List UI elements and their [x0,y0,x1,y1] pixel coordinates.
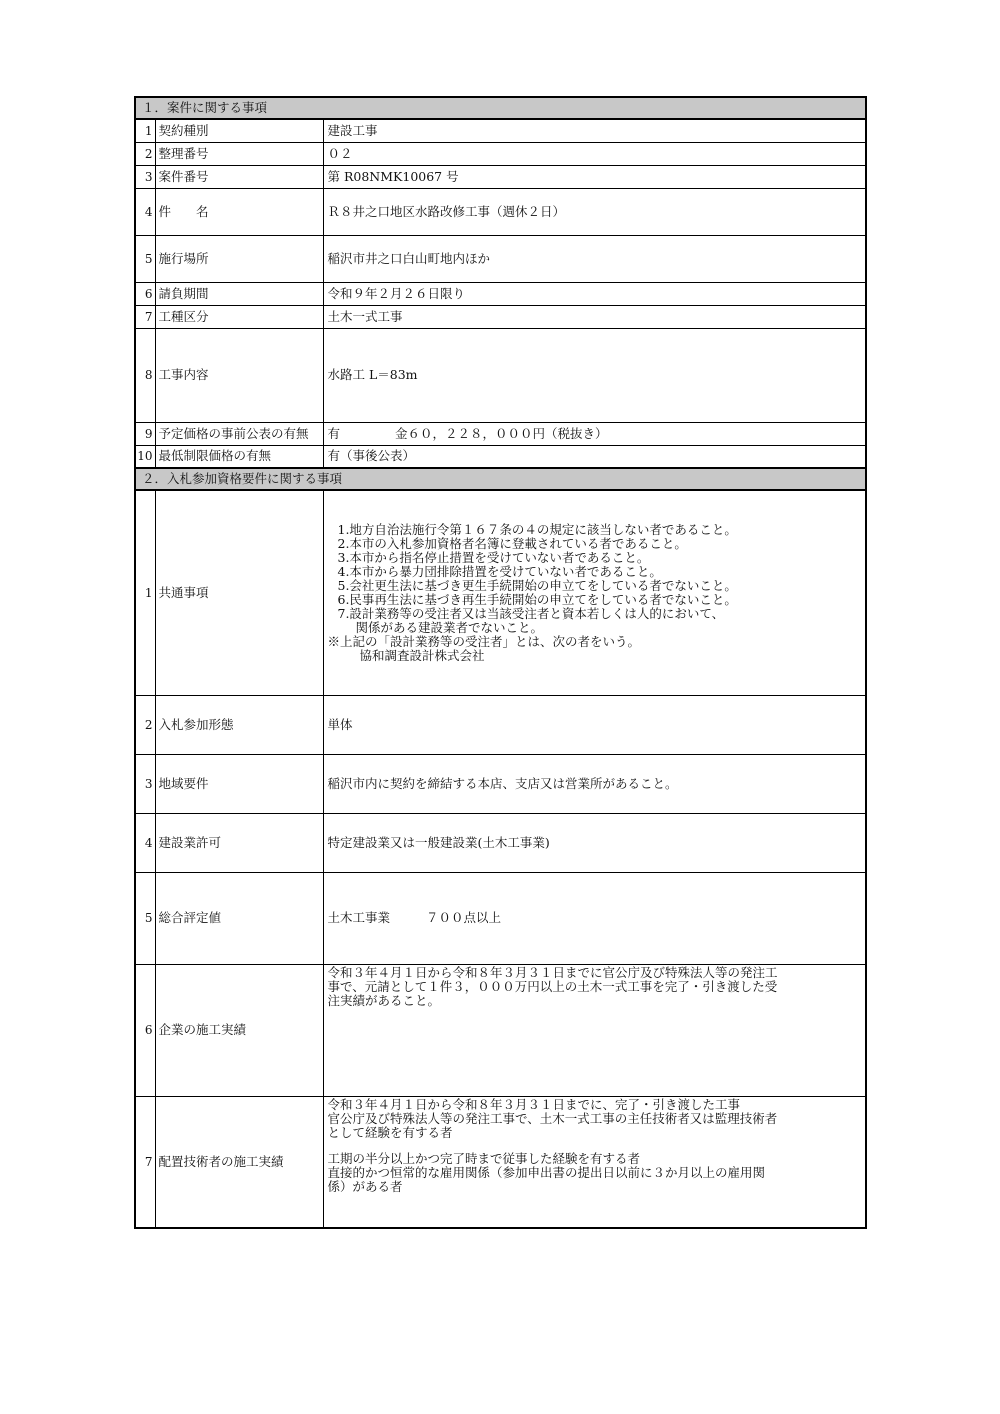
row-number: 4 [135,813,155,872]
table-row [135,422,866,445]
row-number: 3 [135,165,155,188]
section2-title: ２．入札参加資格要件に関する事項 [135,468,866,490]
row-number: 4 [135,188,155,235]
row-value: 有（事後公表） [323,445,866,468]
requirement-line: 2.本市の入札参加資格者名簿に登載されている者であること。 [337,535,687,551]
table-row [135,305,866,328]
requirement-line: 4.本市から暴力団排除措置を受けていない者であること。 [337,563,662,579]
row-value: 稲沢市井之口白山町地内ほか [323,235,866,282]
engineer-line: として経験を有する者 [327,1124,453,1140]
engineer-line: 令和３年４月１日から令和８年３月３１日までに、完了・引き渡した工事 [327,1096,741,1112]
table-row [135,813,866,872]
row-number: 8 [135,328,155,422]
row-value: 令和９年２月２６日限り [323,282,866,305]
requirement-note: ※上記の「設計業務等の受注者」とは、次の者をいう。 [327,633,641,649]
row-label: 施行場所 [155,235,323,282]
estimated-price: 金６０，２２８，０００円（税抜き） [395,425,608,441]
engineer-record-text [328,1098,862,1194]
row-label: 案件番号 [155,165,323,188]
row-label: 建設業許可 [155,813,323,872]
row-label: 予定価格の事前公表の有無 [155,422,323,445]
engineer-line: 直接的かつ恒常的な雇用関係（参加申出書の提出日以前に３か月以上の雇用関 [327,1164,766,1180]
row-label: 整理番号 [155,142,323,165]
record-line: 令和３年４月１日から令和８年３月３１日までに官公庁及び特殊法人等の発注工 [327,964,778,980]
table-row [135,165,866,188]
row-label: 工種区分 [155,305,323,328]
row-label: 配置技術者の施工実績 [155,1096,323,1228]
row-number: 7 [135,1096,155,1228]
company-record-text [328,966,862,1008]
row-label: 請負期間 [155,282,323,305]
conditions-table [134,96,867,1229]
row-value: 稲沢市内に契約を締結する本店、支店又は営業所があること。 [323,754,866,813]
row-label: 最低制限価格の有無 [155,445,323,468]
row-value: 特定建設業又は一般建設業(土木工事業) [323,813,866,872]
row-number: 6 [135,282,155,305]
record-line: 注実績があること。 [327,992,441,1008]
row-number: 7 [135,305,155,328]
record-line: 事で、元請として１件３，０００万円以上の土木一式工事を完了・引き渡した受 [327,978,778,994]
row-number: 2 [135,142,155,165]
table-row [135,328,866,422]
table-row [135,964,866,1096]
requirement-line: 関係がある建設業者でないこと。 [355,619,544,635]
row-number: 3 [135,754,155,813]
table-row [135,445,866,468]
engineer-line: 官公庁及び特殊法人等の発注工事で、土木一式工事の主任技術者又は監理技術者 [327,1110,778,1126]
row-label: 入札参加形態 [155,695,323,754]
row-label: 共通事項 [155,490,323,695]
table-row [135,235,866,282]
table-row [135,695,866,754]
row-number: 9 [135,422,155,445]
requirement-line: 1.地方自治法施行令第１６７条の４の規定に該当しない者であること。 [337,521,737,537]
section1-header-row [135,97,866,119]
publication-flag: 有 [327,425,341,441]
row-label: 契約種別 [155,119,323,142]
company-record [323,964,866,1096]
row-number: 5 [135,872,155,964]
row-value: 建設工事 [323,119,866,142]
row-value: 水路工 L＝83m [323,328,866,422]
row-label: 地域要件 [155,754,323,813]
engineer-line: 係）がある者 [327,1178,403,1194]
row-number: 5 [135,235,155,282]
table-row [135,490,866,695]
score-threshold: ７００点以上 [426,910,502,925]
table-row [135,142,866,165]
row-label: 総合評定値 [155,872,323,964]
row-label: 工事内容 [155,328,323,422]
row-number: 6 [135,964,155,1096]
table-row [135,872,866,964]
table-row [135,282,866,305]
row-value: 単体 [323,695,866,754]
row-value: 土木一式工事 [323,305,866,328]
common-requirements [323,490,866,695]
row-value: 第 R08NMK10067 号 [323,165,866,188]
designer-company-name: 協和調査設計株式会社 [359,647,485,663]
section1-title: １．案件に関する事項 [135,97,866,119]
row-number: 1 [135,119,155,142]
requirement-line: 3.本市から指名停止措置を受けていない者であること。 [337,549,650,565]
spacer [328,1140,862,1152]
row-number: 10 [135,445,155,468]
common-requirements-list [328,523,862,663]
row-value: Ｒ８井之口地区水路改修工事（週休２日） [323,188,866,235]
row-number: 1 [135,490,155,695]
row-label: 件 名 [155,188,323,235]
requirement-line: 6.民事再生法に基づき再生手続開始の申立てをしている者でないこと。 [337,591,737,607]
row-value [323,872,866,964]
engineer-record [323,1096,866,1228]
section2-header-row [135,468,866,490]
row-value [323,422,866,445]
row-number: 2 [135,695,155,754]
requirement-line: 7.設計業務等の受注者又は当該受注者と資本若しくは人的において、 [337,605,725,621]
bid-conditions-sheet [134,96,865,1229]
table-row [135,1096,866,1228]
table-row [135,119,866,142]
score-category: 土木工事業 [327,910,391,925]
row-label: 企業の施工実績 [155,964,323,1096]
engineer-line: 工期の半分以上かつ完了時まで従事した経験を有する者 [327,1150,641,1166]
table-row [135,188,866,235]
table-row [135,754,866,813]
requirement-line: 5.会社更生法に基づき更生手続開始の申立てをしている者でないこと。 [337,577,737,593]
row-value: ０２ [323,142,866,165]
